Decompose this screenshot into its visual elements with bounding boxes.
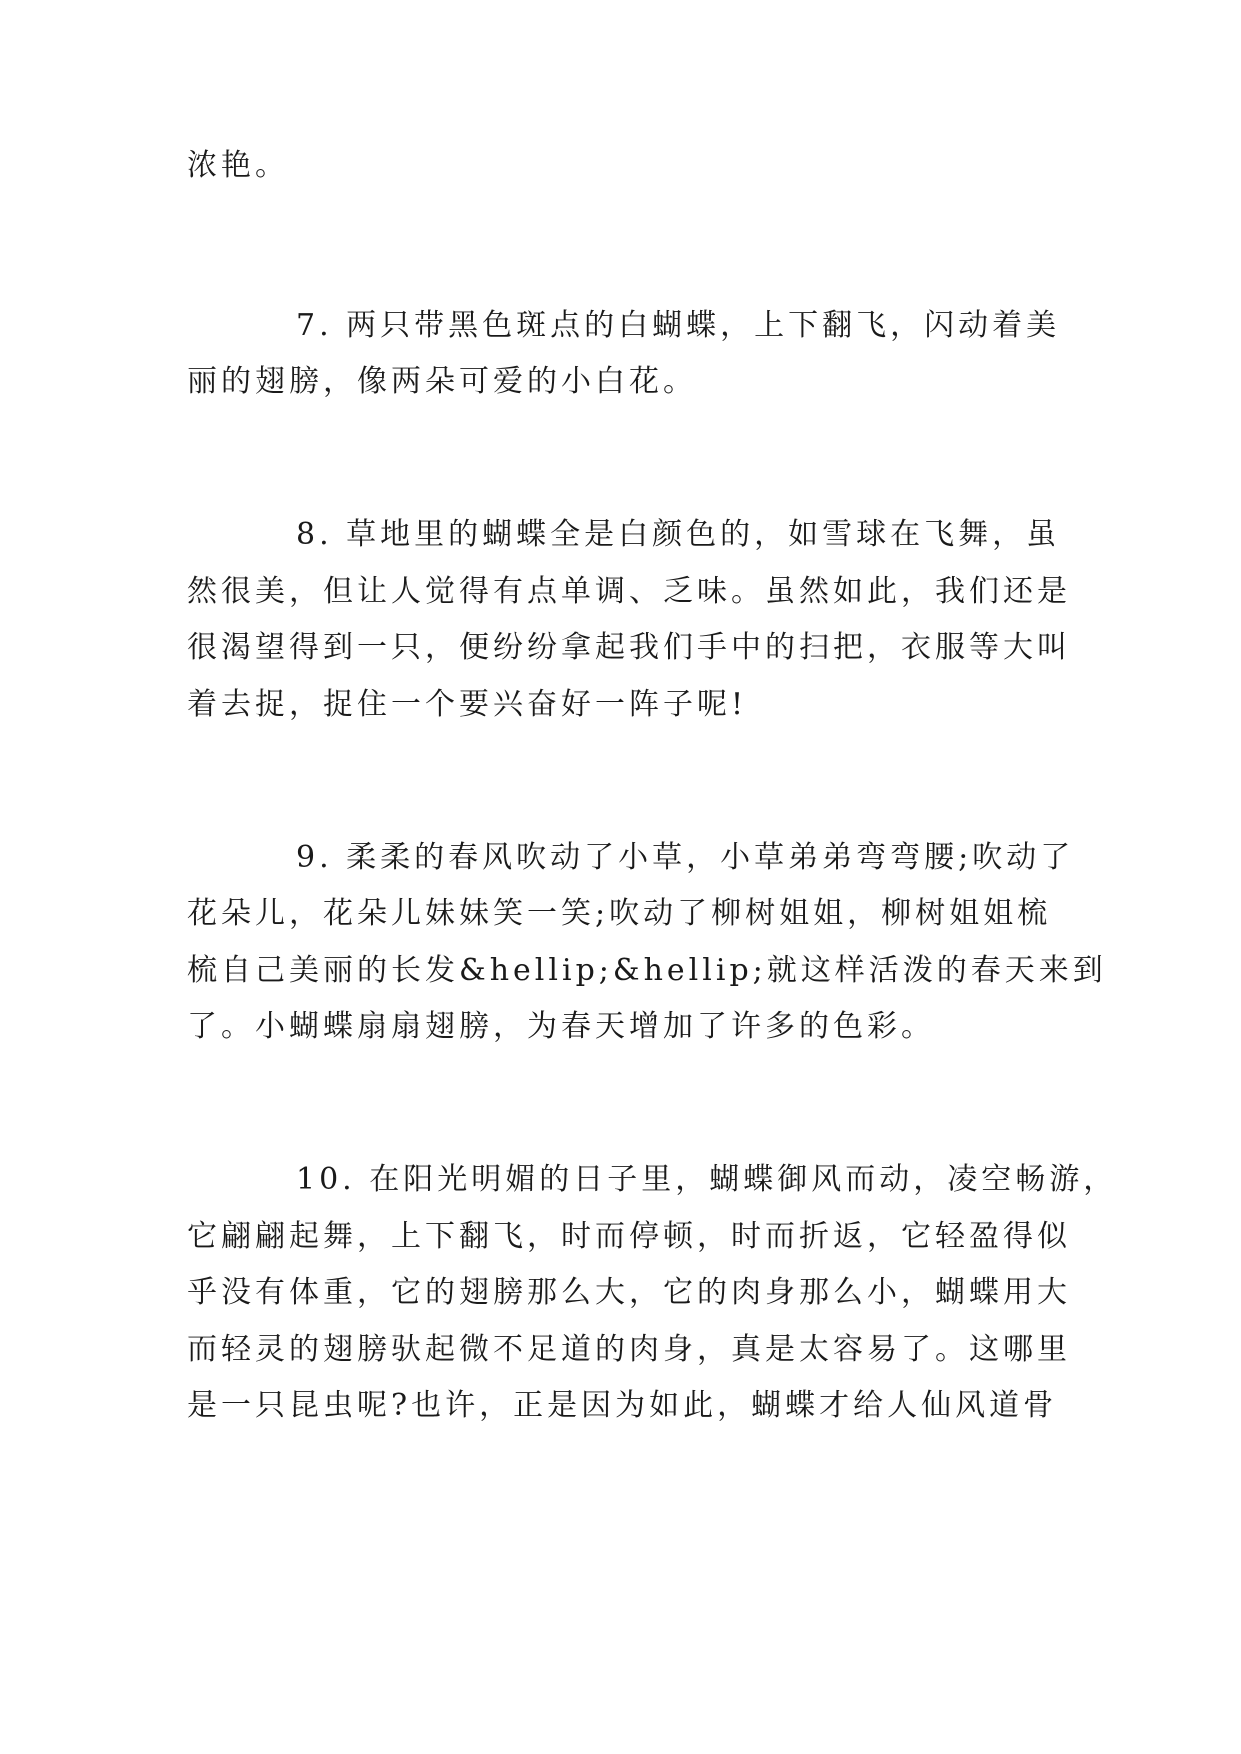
- text-line: 它翩翩起舞，上下翻飞，时而停顿，时而折返，它轻盈得似: [187, 1219, 1071, 1254]
- text-line: 花朵儿，花朵儿妹妹笑一笑;吹动了柳树姐姐，柳树姐姐梳: [187, 896, 1052, 931]
- text-line: 梳自己美丽的长发&hellip;&hellip;就这样活泼的春天来到: [187, 953, 1107, 988]
- text-line: 乎没有体重，它的翅膀那么大，它的肉身那么小，蝴蝶用大: [187, 1275, 1071, 1310]
- text-line: 8. 草地里的蝴蝶全是白颜色的，如雪球在飞舞，虽: [296, 517, 1061, 552]
- text-line: 着去捉，捉住一个要兴奋好一阵子呢!: [187, 687, 748, 722]
- text-line: 浓艳。: [187, 148, 289, 183]
- text-line: 7. 两只带黑色斑点的白蝴蝶，上下翻飞，闪动着美: [296, 308, 1061, 343]
- text-line: 了。小蝴蝶扇扇翅膀，为春天增加了许多的色彩。: [187, 1009, 935, 1044]
- text-line: 是一只昆虫呢?也许，正是因为如此，蝴蝶才给人仙风道骨: [187, 1388, 1058, 1423]
- text-line: 9. 柔柔的春风吹动了小草，小草弟弟弯弯腰;吹动了: [296, 840, 1075, 875]
- text-line: 10. 在阳光明媚的日子里，蝴蝶御风而动，凌空畅游，: [296, 1162, 1118, 1197]
- text-line: 而轻灵的翅膀驮起微不足道的肉身，真是太容易了。这哪里: [187, 1332, 1071, 1367]
- text-line: 丽的翅膀，像两朵可爱的小白花。: [187, 364, 697, 399]
- text-line: 很渴望得到一只，便纷纷拿起我们手中的扫把，衣服等大叫: [187, 630, 1071, 665]
- text-line: 然很美，但让人觉得有点单调、乏味。虽然如此，我们还是: [187, 574, 1071, 609]
